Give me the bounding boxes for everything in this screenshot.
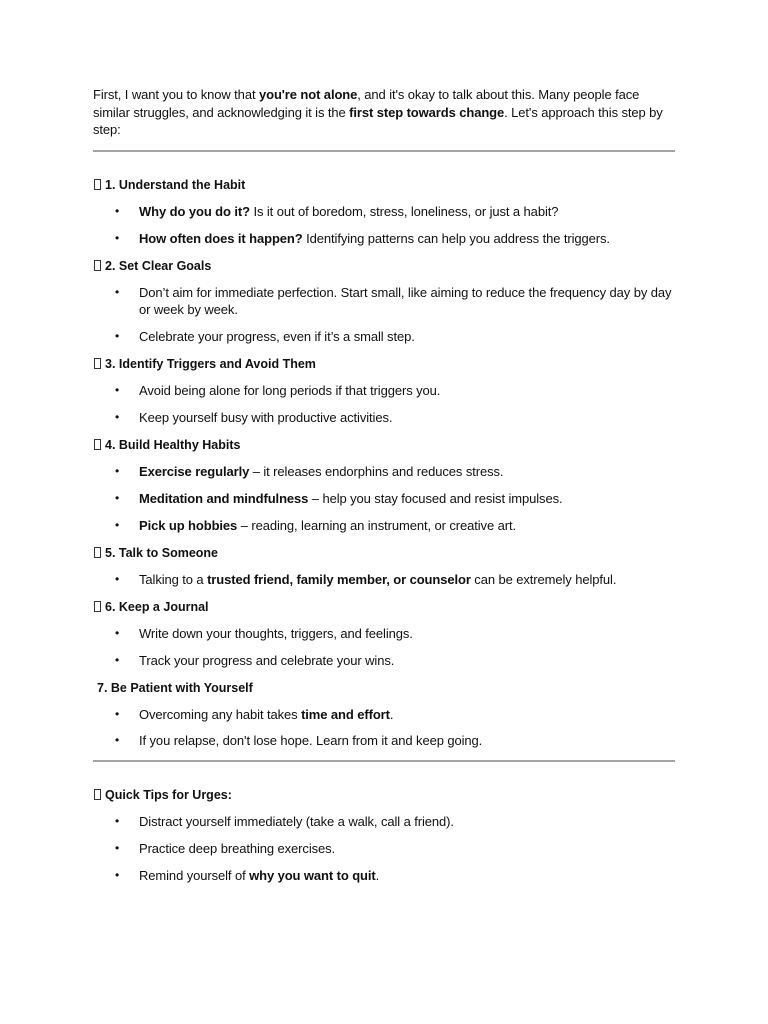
section-heading [93,786,675,804]
missing-glyph-icon [94,260,101,271]
list-item [93,571,675,588]
item-bold: Meditation and mindfulness [139,490,309,506]
section-heading [93,679,675,697]
item-pre: Talking to a [139,571,208,587]
missing-glyph-icon [94,439,101,450]
item-text: – reading, learning an instrument, or creative art. [237,517,516,533]
list-item [93,490,675,507]
list-item [93,706,675,723]
section-heading [93,257,675,275]
section-heading-text: 3. Identify Triggers and Avoid Them [105,356,316,371]
intro-bold-1: you're not alone [258,87,358,102]
bullet-list [93,203,675,247]
section-heading-text: 1. Understand the Habit [105,177,246,192]
item-text: Practice deep breathing exercises. [139,840,336,856]
list-item [93,625,675,642]
list-item [93,867,675,884]
section-heading-text: Quick Tips for Urges: [105,787,232,802]
section-heading-text: 2. Set Clear Goals [105,258,212,273]
item-text: – it releases endorphins and reduces stress. [249,463,504,479]
item-text: Celebrate your progress, even if it’s a small step. [139,328,415,344]
list-item [93,230,675,247]
list-item [93,517,675,534]
section-7 [93,679,675,749]
list-item [93,732,675,749]
bullet-list [93,571,675,588]
item-text: . [375,867,380,883]
intro-paragraph [93,86,675,139]
item-text: – help you stay focused and resist impulses. [308,490,563,506]
missing-glyph-icon [94,179,101,190]
list-item [93,652,675,669]
section-1 [93,176,675,247]
list-item [93,840,675,857]
bullet-list [93,813,675,884]
horizontal-divider [93,150,675,152]
item-pre: Overcoming any habit takes [139,706,302,722]
section-heading-text: 5. Talk to Someone [105,545,218,560]
item-bold: How often does it happen? [139,230,303,246]
section-heading [93,355,675,373]
item-bold: why you want to quit [249,867,376,883]
item-text: Don’t aim for immediate perfection. Start small, like aiming to reduce the frequency day by day or week by week. [139,284,672,317]
item-bold: time and effort [301,706,390,722]
intro-text-2: , and it's okay to talk about this. Many people face similar struggles, and acknowledging it is the [93,87,640,120]
section-6 [93,598,675,669]
horizontal-divider [93,760,675,762]
intro-text-3: . Let's approach this step by step: [93,104,663,137]
section-5 [93,544,675,588]
list-item [93,409,675,426]
section-heading [93,598,675,616]
bullet-list [93,284,675,345]
document-page [93,86,675,884]
item-text: Write down your thoughts, triggers, and feelings. [139,625,413,641]
bullet-list [93,625,675,669]
section-heading-text: 6. Keep a Journal [105,599,209,614]
item-text: If you relapse, don't lose hope. Learn from it and keep going. [139,732,483,748]
item-text: Avoid being alone for long periods if that triggers you. [139,382,441,398]
section-2 [93,257,675,345]
section-heading [93,436,675,454]
section-4 [93,436,675,534]
section-heading-text: 4. Build Healthy Habits [105,437,241,452]
list-item [93,328,675,345]
missing-glyph-icon [94,601,101,612]
section-heading [93,544,675,562]
item-bold: Why do you do it? [139,203,250,219]
list-item [93,284,675,318]
missing-glyph-icon [94,547,101,558]
section-3 [93,355,675,426]
item-bold: trusted friend, family member, or counselor [207,571,471,587]
bullet-list [93,706,675,749]
list-item [93,203,675,220]
item-text: Distract yourself immediately (take a walk, call a friend). [139,813,454,829]
item-text: Track your progress and celebrate your wins. [139,652,395,668]
item-pre: Remind yourself of [139,867,250,883]
item-bold: Pick up hobbies [139,517,238,533]
item-text: . [389,706,394,722]
item-text: Identifying patterns can help you address the triggers. [302,230,610,246]
list-item [93,382,675,399]
intro-text-1: First, I want you to know that [93,87,259,102]
list-item [93,813,675,830]
missing-glyph-icon [94,358,101,369]
item-text: Keep yourself busy with productive activities. [139,409,393,425]
missing-glyph-icon [94,789,101,800]
section-heading-text: 7. Be Patient with Yourself [97,680,253,695]
bullet-list [93,463,675,534]
item-bold: Exercise regularly [139,463,250,479]
item-text: can be extremely helpful. [470,571,617,587]
quick-tips-section [93,786,675,884]
intro-bold-2: first step towards change [349,104,505,120]
section-heading [93,176,675,194]
bullet-list [93,382,675,426]
list-item [93,463,675,480]
item-text: Is it out of boredom, stress, loneliness, or just a habit? [249,203,559,219]
